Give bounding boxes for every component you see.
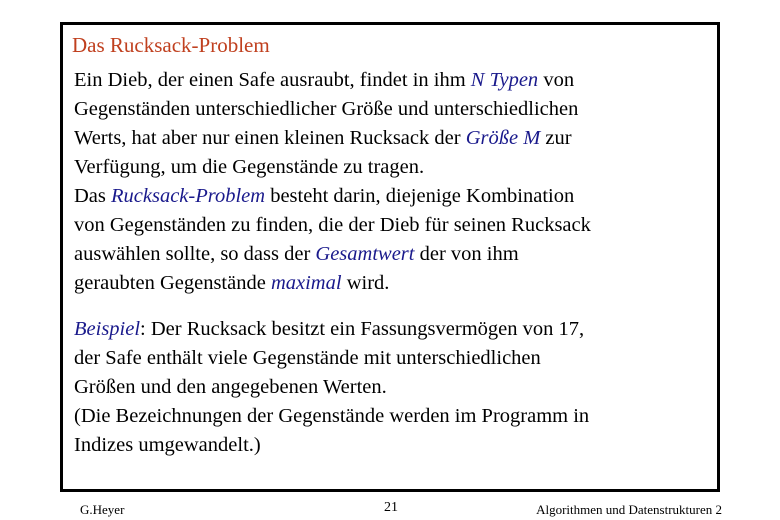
- paragraph-problem-description: [74, 66, 719, 298]
- text-line: Beispiel: Der Rucksack besitzt ein Fassungsvermögen von 17,: [74, 318, 585, 340]
- text-line: Indizes umgewandelt.): [74, 434, 261, 456]
- text-line: Werts, hat aber nur einen kleinen Rucksack der Größe M zur: [74, 127, 572, 149]
- text-line: Gegenständen unterschiedlicher Größe und unterschiedlichen: [74, 98, 579, 120]
- paragraph-example: [74, 315, 719, 460]
- emphasis-size-m: Größe M: [465, 127, 541, 149]
- emphasis-example: Beispiel: [74, 318, 141, 340]
- footer-author: G.Heyer: [80, 502, 125, 517]
- text-line: geraubten Gegenstände maximal wird.: [74, 272, 390, 294]
- text-line: Verfügung, um die Gegenstände zu tragen.: [74, 156, 425, 178]
- slide-title: Das Rucksack-Problem: [72, 33, 270, 57]
- text-line: der Safe enthält viele Gegenstände mit unterschiedlichen: [74, 347, 541, 369]
- emphasis-maximal: maximal: [270, 272, 342, 294]
- text-line: auswählen sollte, so dass der Gesamtwert der von ihm: [74, 243, 519, 265]
- text-line: von Gegenständen zu finden, die der Dieb für seinen Rucksack: [74, 214, 591, 236]
- emphasis-total-value: Gesamtwert: [315, 243, 415, 265]
- footer-course: Algorithmen und Datenstrukturen 2: [536, 502, 722, 517]
- text-line: Ein Dieb, der einen Safe ausraubt, findet in ihm N Typen von: [74, 69, 575, 91]
- footer-page-number: 21: [384, 500, 398, 515]
- text-line: Das Rucksack-Problem besteht darin, diejenige Kombination: [74, 185, 575, 207]
- emphasis-n-types: N Typen: [470, 69, 539, 91]
- text-line: (Die Bezeichnungen der Gegenstände werden im Programm in: [74, 405, 590, 427]
- text-line: Größen und den angegebenen Werten.: [74, 376, 387, 398]
- emphasis-knapsack-problem: Rucksack-Problem: [111, 185, 266, 207]
